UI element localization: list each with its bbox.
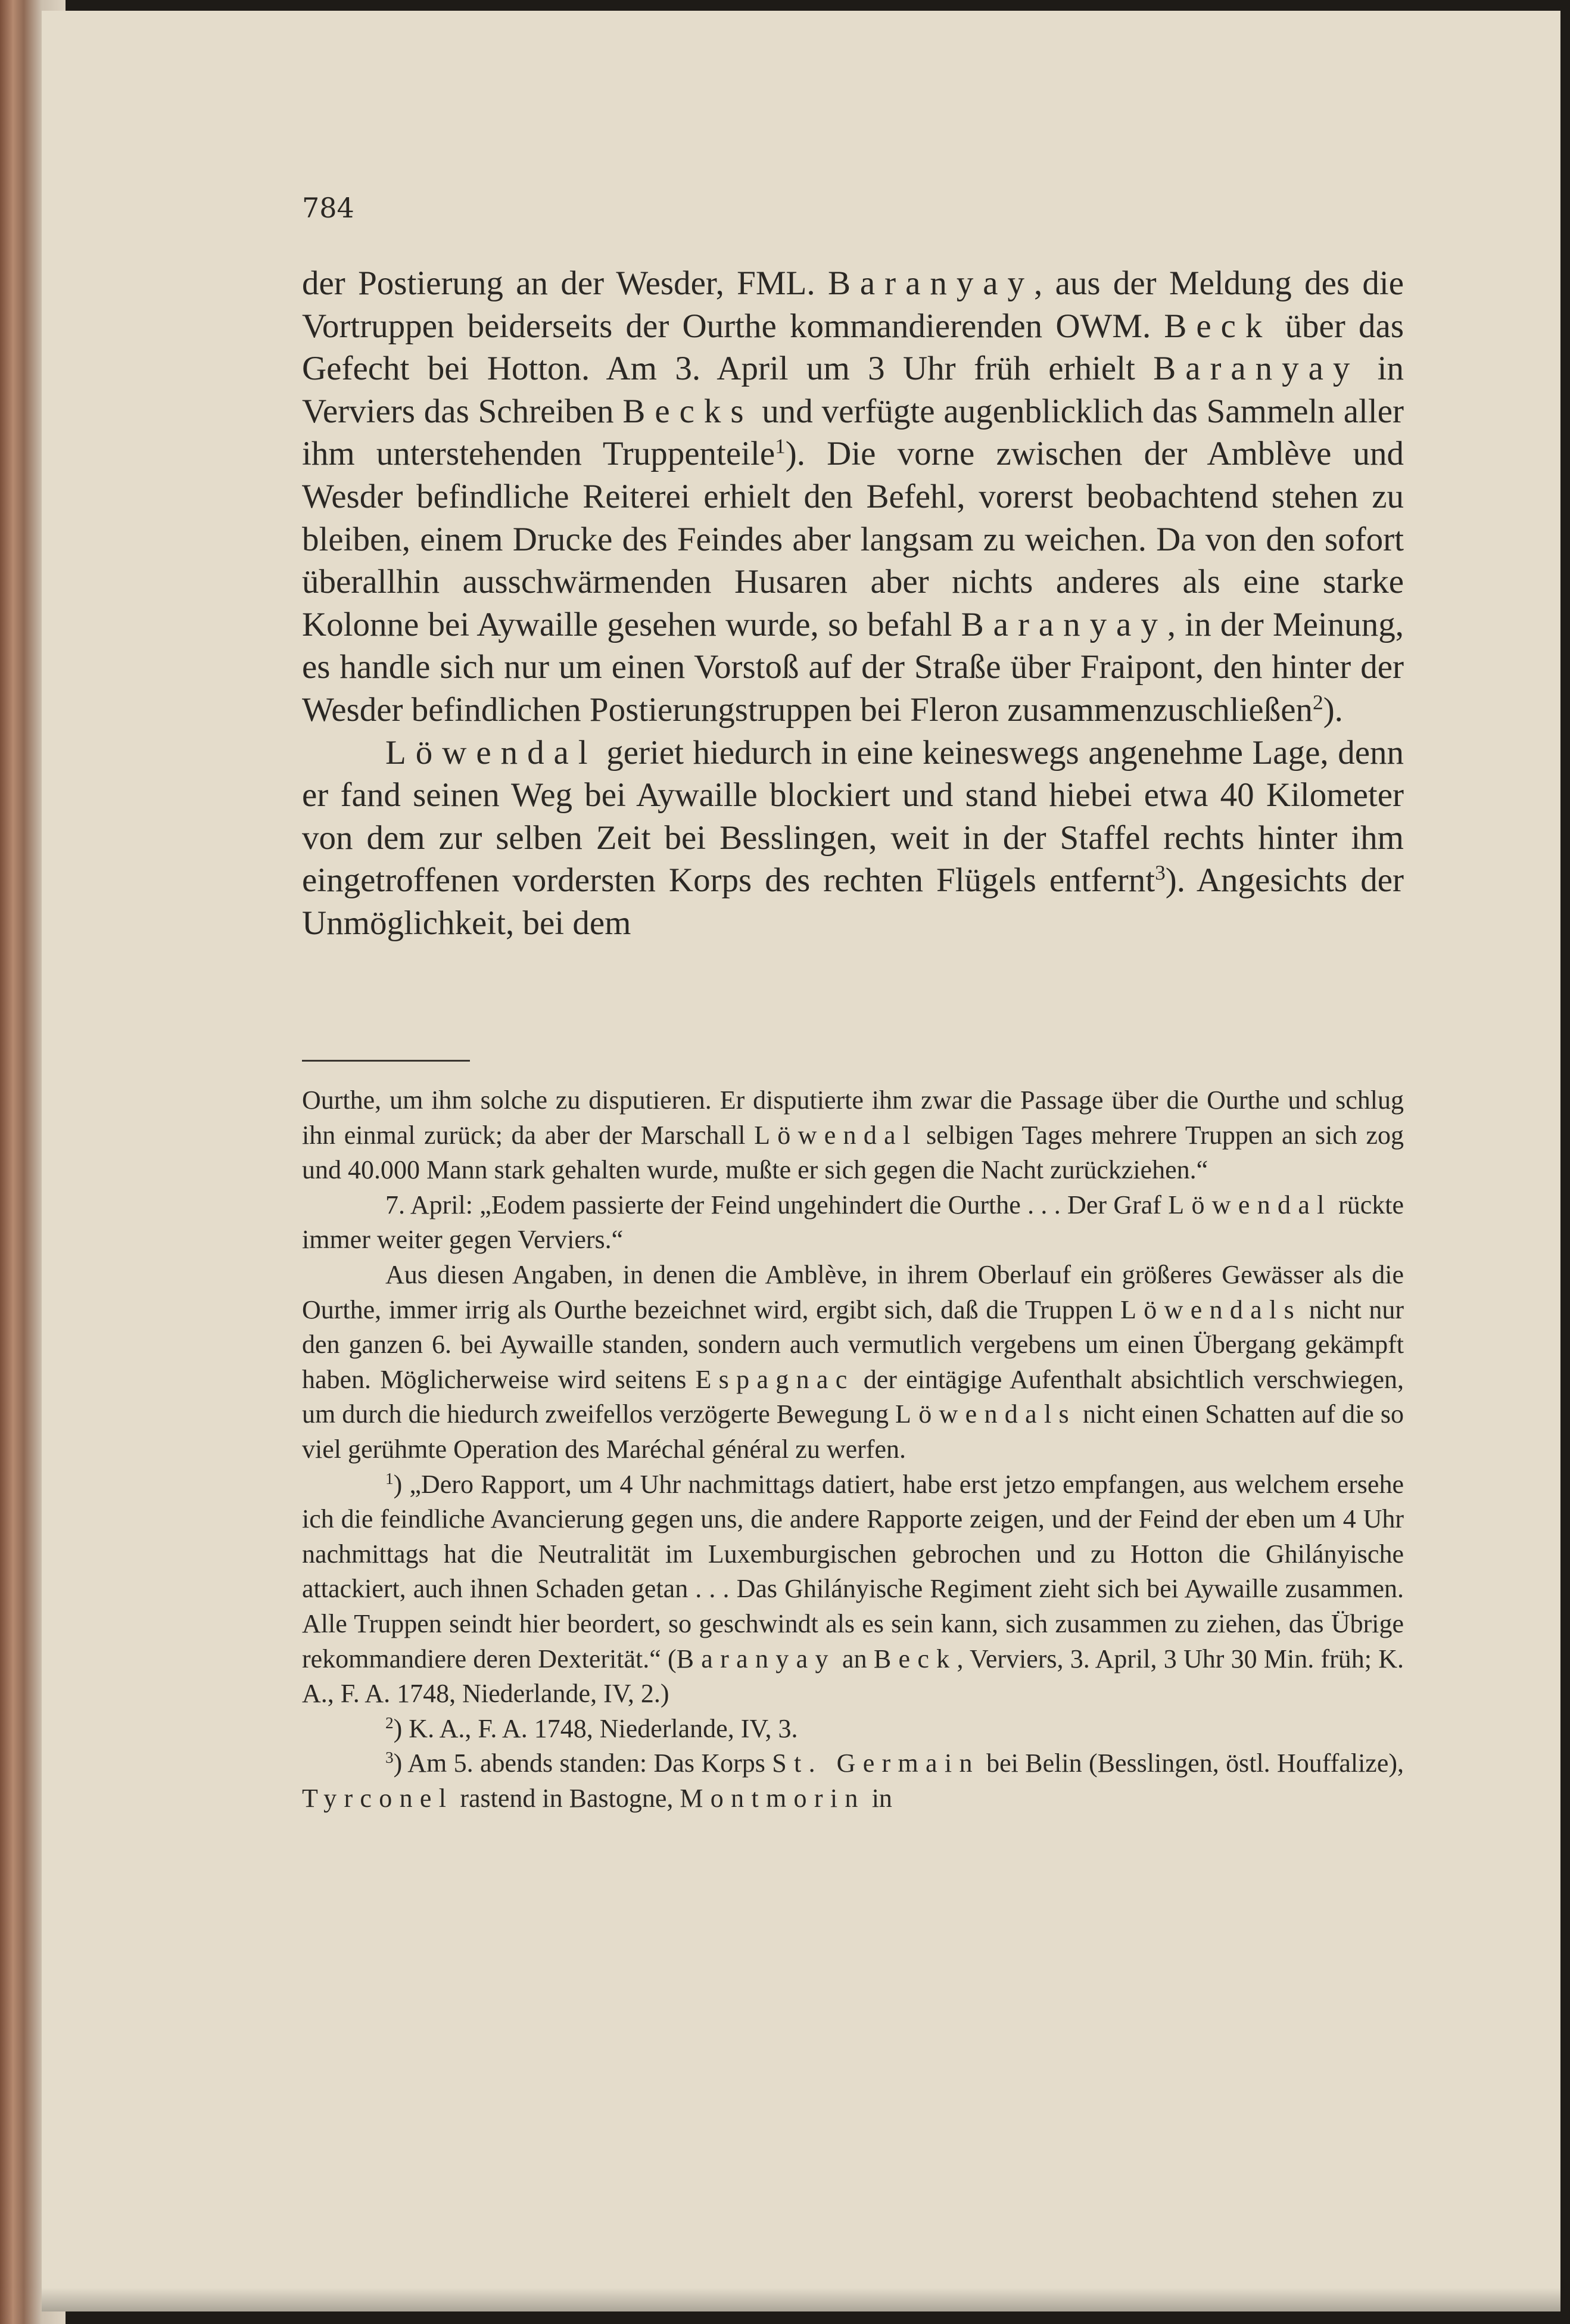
page-bottom-shadow — [42, 2288, 1560, 2311]
footnote-2: $^2$) K. A., F. A. 1748, Niederlande, IV, 3. — [385, 1713, 798, 1743]
footnote-mark-3: 3 — [385, 1749, 394, 1767]
footnote-3: $^3$) Am 5. abends standen: Das Korps St. Germain bei Belin (Besslingen, östl. Houffalize), Tyrconel rastend in Bastogne, Montmorin in — [302, 1749, 1404, 1813]
person-name: St. Germain — [772, 1749, 980, 1778]
person-name: Löwendals — [1120, 1295, 1302, 1324]
person-name: Löwendals — [895, 1399, 1076, 1429]
footnotes — [302, 1083, 1404, 1816]
person-name: Löwendal — [1168, 1190, 1332, 1219]
footnote-ref-1: 1 — [775, 434, 786, 458]
footnote-ref-3: 3 — [1155, 861, 1166, 885]
person-name: Montmorin — [680, 1783, 865, 1813]
person-name: Baranyay — [961, 605, 1167, 643]
person-name: Baranyay — [1153, 350, 1360, 388]
footnote-mark-1: 1 — [385, 1469, 394, 1488]
page-number: 784 — [302, 192, 354, 224]
person-name: Löwendal — [385, 733, 597, 771]
body-paragraph-2: Löwendal geriet hiedurch in eine keineswegs angenehme Lage, denn er fand seinen Weg bei Aywaille blockiert und stand hiebei etwa 40 Kilometer von dem zur selben Zeit bei Besslingen, weit in der Staffel rechts hinter ihm eingetroffenen vordersten Korps des rechten Flügels entfernt$^3$). Angesichts der Unmöglichkeit, bei dem — [302, 733, 1404, 942]
person-name: Baranyay — [827, 265, 1035, 302]
footnote-ref-2: 2 — [1313, 690, 1323, 714]
person-name: Beck — [1164, 307, 1272, 345]
footnote-mark-2: 2 — [385, 1713, 394, 1732]
person-name: Becks — [622, 392, 753, 430]
footnote-1: $^1$) „Dero Rapport, um 4 Uhr nachmittags datiert, habe erst jetzo empfangen, aus welchem ersehe ich die feindliche Avancierung gegen uns, die andere Rapporte zeigen, und der Feind der eben um 4 Uhr nachmittags hat die Neutralität im Luxemburgischen gebrochen und zu Hotton die Ghilányische attackiert, auch ihnen Schaden getan . . . Das Ghilányische Regiment zieht sich bei Aywaille zusammen. Alle Truppen seindt hier beordert, so geschwindt als es sein kann, sich zusammen zu ziehen, das Übrige rekommandiere deren Dexterität.“ (Baranyay an Beck, Verviers, 3. April, 3 Uhr 30 Min. früh; K. A., F. A. 1748, Niederlande, IV, 2.) — [302, 1469, 1404, 1709]
person-name: Löwendal — [754, 1120, 918, 1150]
body-text — [302, 262, 1404, 945]
footnote-continuation-1: Ourthe, um ihm solche zu disputieren. Er disputierte ihm zwar die Passage über die Ourthe und schlug ihn einmal zurück; da aber der Marschall Löwendal selbigen Tages mehrere Truppen an sich zog und 40.000 Mann stark gehalten wurde, mußte er sich gegen die Nacht zurückziehen.“ — [302, 1085, 1404, 1185]
person-name: Beck — [873, 1644, 957, 1673]
person-name: Baranyay — [676, 1644, 836, 1673]
footnote-divider — [302, 1060, 470, 1062]
body-paragraph-1: der Postierung an der Wesder, FML. Baranyay, aus der Meldung des die Vortruppen beiderseits der Ourthe kommandierenden OWM. Beck über das Gefecht bei Hotton. Am 3. April um 3 Uhr früh erhielt Baranyay in Verviers das Schreiben Becks und verfügte augenblicklich das Sammeln aller ihm unterstehenden Truppenteile$^1$). Die vorne zwischen der Amblève und Wesder befindliche Reiterei erhielt den Befehl, vorerst beobachtend stehen zu bleiben, einem Drucke des Feindes aber langsam zu weichen. Da von den sofort überallhin ausschwärmenden Husaren aber nichts anderes als eine starke Kolonne bei Aywaille gesehen wurde, so befahl Baranyay, in der Meinung, es handle sich nur um einen Vorstoß auf der Straße über Fraipont, den hinter der Wesder befindlichen Postierungstruppen bei Fleron zusammenzuschließen$^2$). — [302, 265, 1404, 729]
footnote-continuation-2: 7. April: „Eodem passierte der Feind ungehindert die Ourthe . . . Der Graf Löwendal rückte immer weiter gegen Verviers.“ — [302, 1190, 1404, 1255]
footnote-continuation-3: Aus diesen Angaben, in denen die Amblève, in ihrem Oberlauf ein größeres Gewässer als die Ourthe, immer irrig als Ourthe bezeichnet wird, ergibt sich, daß die Truppen Löwendals nicht nur den ganzen 6. bei Aywaille standen, sondern auch vermutlich vergebens um einen Übergang gekämpft haben. Möglicherweise wird seitens Espagnac der eintägige Aufenthalt absichtlich verschwiegen, um durch die hiedurch zweifellos verzögerte Bewegung Löwendals nicht einen Schatten auf die so viel gerühmte Operation des Maréchal général zu werfen. — [302, 1259, 1404, 1464]
person-name: Espagnac — [695, 1364, 855, 1394]
person-name: Tyrconel — [302, 1783, 454, 1813]
